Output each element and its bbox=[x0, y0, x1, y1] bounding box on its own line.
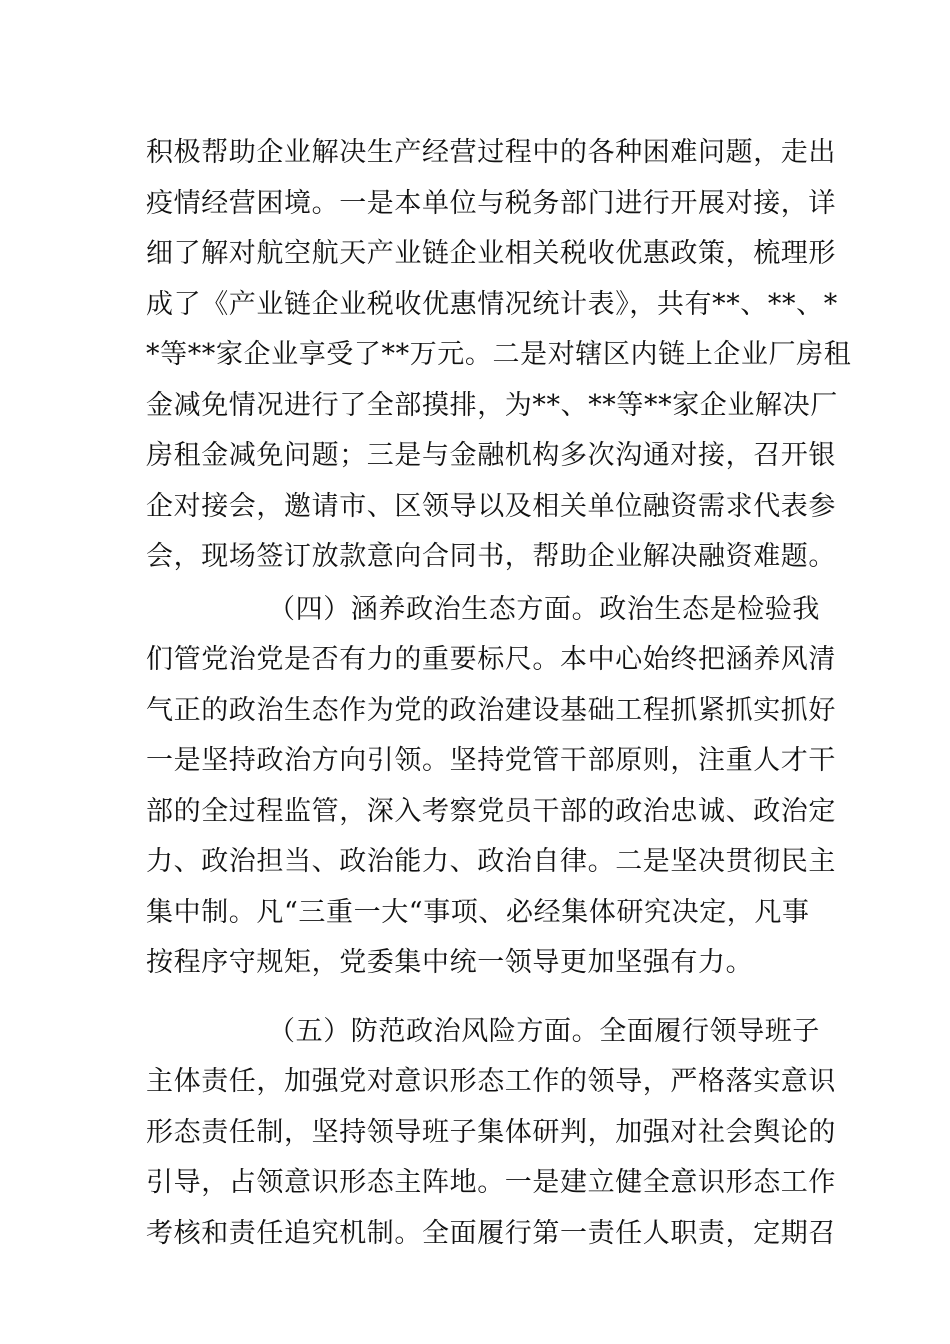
text-line: 部的全过程监管，深入考察党员干部的政治忠诚、政治定 bbox=[146, 795, 836, 827]
text-line: 疫情经营困境。一是本单位与税务部门进行开展对接，详 bbox=[146, 187, 836, 219]
document-body bbox=[146, 128, 852, 1259]
text-line: 金减免情况进行了全部摸排，为**、**等**家企业解决厂 bbox=[146, 389, 838, 421]
text-line: 力、政治担当、政治能力、政治自律。二是坚决贯彻民主 bbox=[146, 846, 836, 877]
text-line: 企对接会，邀请市、区领导以及相关单位融资需求代表参 bbox=[146, 490, 836, 522]
text-line: 细了解对航空航天产业链企业相关税收优惠政策，梳理形 bbox=[146, 238, 836, 269]
text-line: 成了《产业链企业税收优惠情况统计表》，共有**、**、* bbox=[146, 288, 838, 320]
paragraph-political-risk bbox=[146, 1007, 836, 1260]
text-line: 考核和责任追究机制。全面履行第一责任人职责，定期召 bbox=[146, 1217, 836, 1249]
section-heading-line: （五）防范政治风险方面。全面履行领导班子 bbox=[268, 1015, 820, 1047]
section-heading-line: （四）涵养政治生态方面。政治生态是检验我 bbox=[268, 593, 820, 625]
paragraph-gap bbox=[146, 989, 826, 1007]
text-line: 主体责任，加强党对意识形态工作的领导，严格落实意识 bbox=[146, 1066, 836, 1097]
paragraph-economy-support bbox=[146, 128, 852, 583]
text-line: 会，现场签订放款意向合同书，帮助企业解决融资难题。 bbox=[146, 541, 836, 572]
paragraph-political-ecology bbox=[146, 585, 836, 989]
text-line: 集中制。凡“三重一大“事项、必经集体研究决定，凡事 bbox=[146, 896, 810, 928]
text-line: 引导，占领意识形态主阵地。一是建立健全意识形态工作 bbox=[146, 1167, 836, 1198]
text-line: 们管党治党是否有力的重要标尺。本中心始终把涵养风清 bbox=[146, 644, 836, 675]
text-line: 气正的政治生态作为党的政治建设基础工程抓紧抓实抓好 bbox=[146, 694, 836, 726]
text-line: 按程序守规矩，党委集中统一领导更加坚强有力。 bbox=[146, 947, 754, 978]
text-line: *等**家企业享受了**万元。二是对辖区内链上企业厂房租 bbox=[146, 339, 852, 370]
text-line: 一是坚持政治方向引领。坚持党管干部原则，注重人才干 bbox=[146, 745, 836, 776]
text-line: 房租金减免问题；三是与金融机构多次沟通对接，召开银 bbox=[146, 440, 836, 471]
text-line: 积极帮助企业解决生产经营过程中的各种困难问题，走出 bbox=[146, 137, 836, 168]
text-line: 形态责任制，坚持领导班子集体研判，加强对社会舆论的 bbox=[146, 1116, 836, 1148]
